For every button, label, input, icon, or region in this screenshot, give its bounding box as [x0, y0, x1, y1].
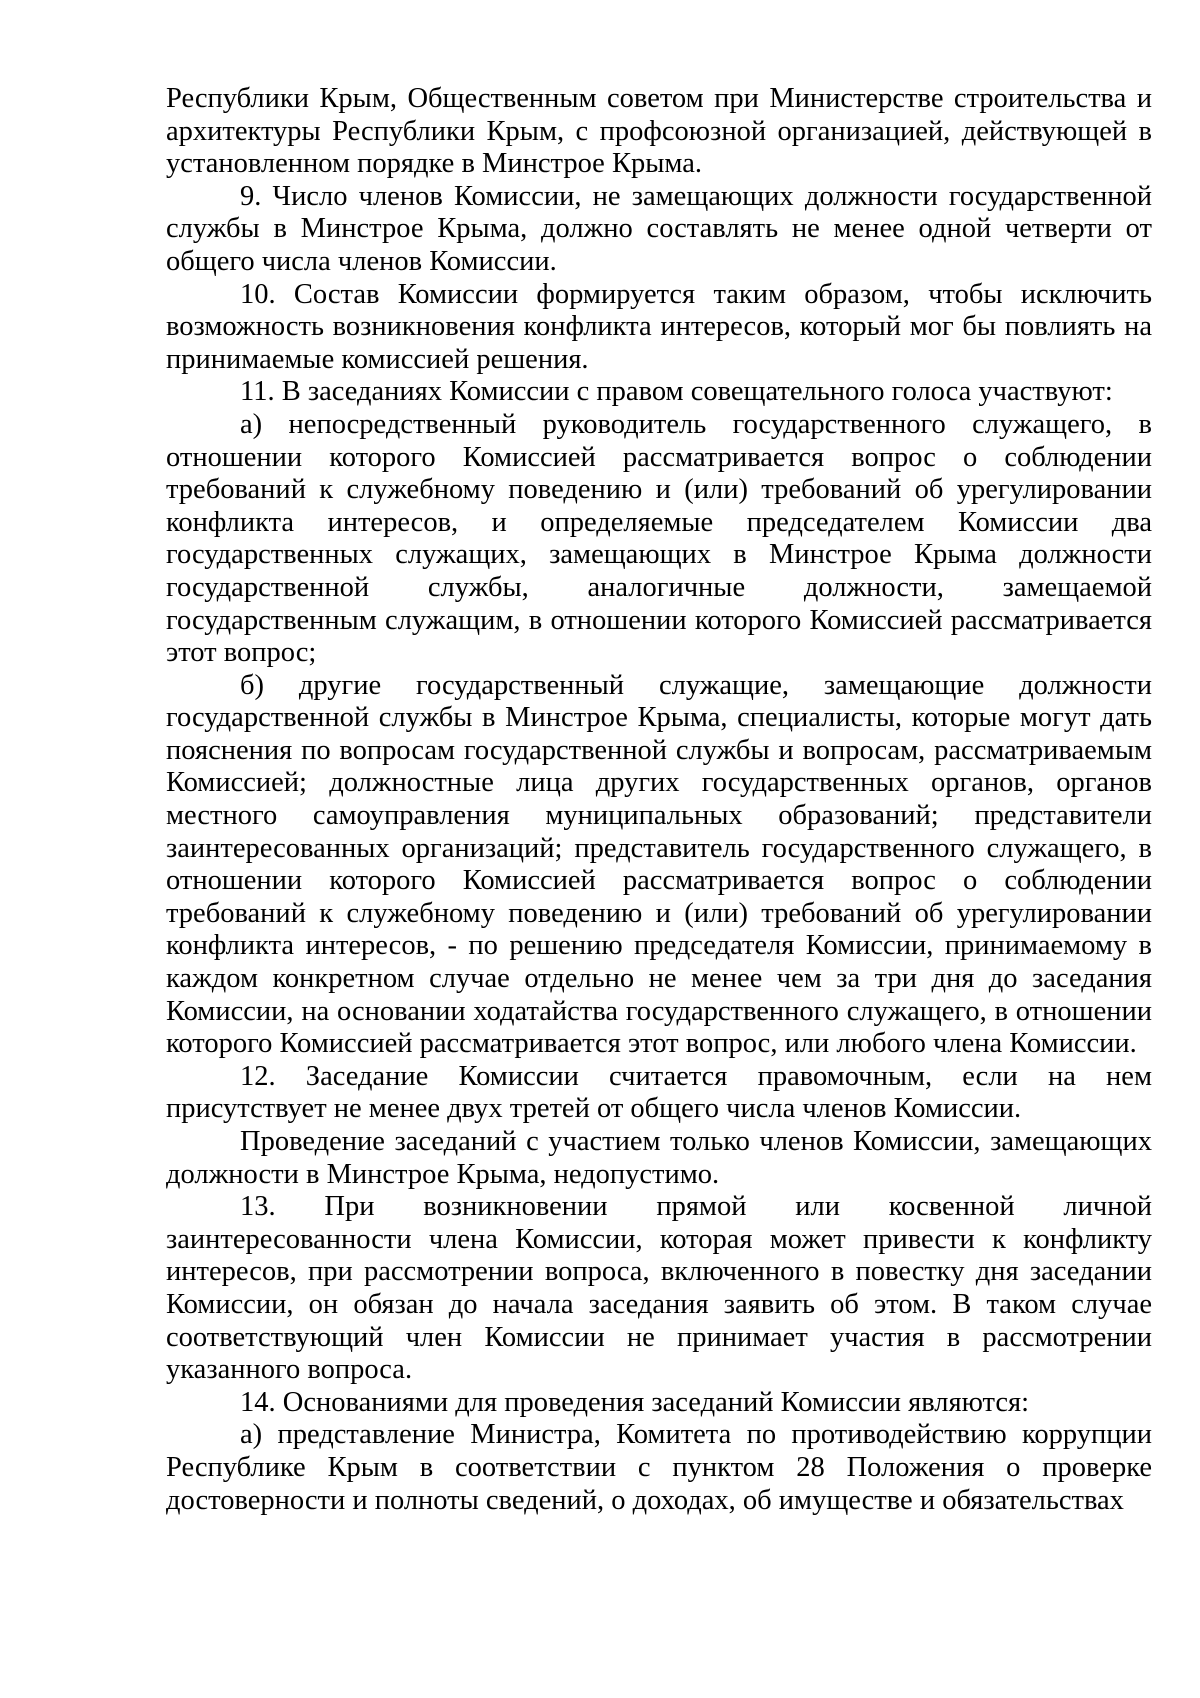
paragraph-item-14a: а) представление Министра, Комитета по противодействию коррупции Республике Крым в соответствии с пунктом 28 Положения о проверке достоверности и полноты сведений, о доходах, об имуществе и обязательствах — [166, 1419, 1152, 1516]
paragraph-item-9: 9. Число членов Комиссии, не замещающих должности государственной службы в Минстрое Крыма, должно составлять не менее одной четверти от общего числа членов Комиссии. — [166, 180, 1152, 277]
paragraph-item-12: 12. Заседание Комиссии считается правомочным, если на нем присутствует не менее двух третей от общего числа членов Комиссии. — [166, 1060, 1152, 1125]
paragraph-item-10: 10. Состав Комиссии формируется таким образом, чтобы исключить возможность возникновения конфликта интересов, который мог бы повлиять на принимаемые комиссией решения. — [166, 278, 1152, 375]
paragraph-item-13: 13. При возникновении прямой или косвенной личной заинтересованности члена Комиссии, которая может привести к конфликту интересов, при рассмотрении вопроса, включенного в повестку дня заседании Комиссии, он обязан до начала заседания заявить об этом. В таком случае соответствующий член Комиссии не принимает участия в рассмотрении указанного вопроса. — [166, 1191, 1152, 1386]
paragraph-item-12-note: Проведение заседаний с участием только членов Комиссии, замещающих должности в Минстрое Крыма, недопустимо. — [166, 1126, 1152, 1190]
paragraph-item-11a: а) непосредственный руководитель государственного служащего, в отношении которого Комиссией рассматривается вопрос о соблюдении требований к служебному поведению и (или) требований об урегулировании конфликта интересов, и определяемые председателем Комиссии два государственных служащих, замещающих в Минстрое Крыма должности государственной службы, аналогичные должности, замещаемой государственным служащим, в отношении которого Комиссией рассматривается этот вопрос; — [166, 408, 1152, 669]
document-page — [166, 83, 1152, 1517]
paragraph-item-14: 14. Основаниями для проведения заседаний Комиссии являются: — [240, 1386, 1030, 1418]
paragraph-continuation: Республики Крым, Общественным советом при Министерстве строительства и архитектуры Республики Крым, с профсоюзной организацией, действующей в установленном порядке в Минстрое Крыма. — [166, 83, 1152, 180]
paragraph-item-11: 11. В заседаниях Комиссии с правом совещательного голоса участвуют: — [240, 376, 1113, 408]
paragraph-item-11b: б) другие государственный служащие, замещающие должности государственной службы в Минстрое Крыма, специалисты, которые могут дать пояснения по вопросам государственной службы и вопросам, рассматриваемым Комиссией; должностные лица других государственных органов, органов местного самоуправления муниципальных образований; представители заинтересованных организаций; представитель государственного служащего, в отношении которого Комиссией рассматривается вопрос о соблюдении требований к служебному поведению и (или) требований об урегулировании конфликта интересов, - по решению председателя Комиссии, принимаемому в каждом конкретном случае отдельно не менее чем за три дня до заседания Комиссии, на основании ходатайства государственного служащего, в отношении которого Комиссией рассматривается этот вопрос, или любого члена Комиссии. — [166, 669, 1152, 1060]
